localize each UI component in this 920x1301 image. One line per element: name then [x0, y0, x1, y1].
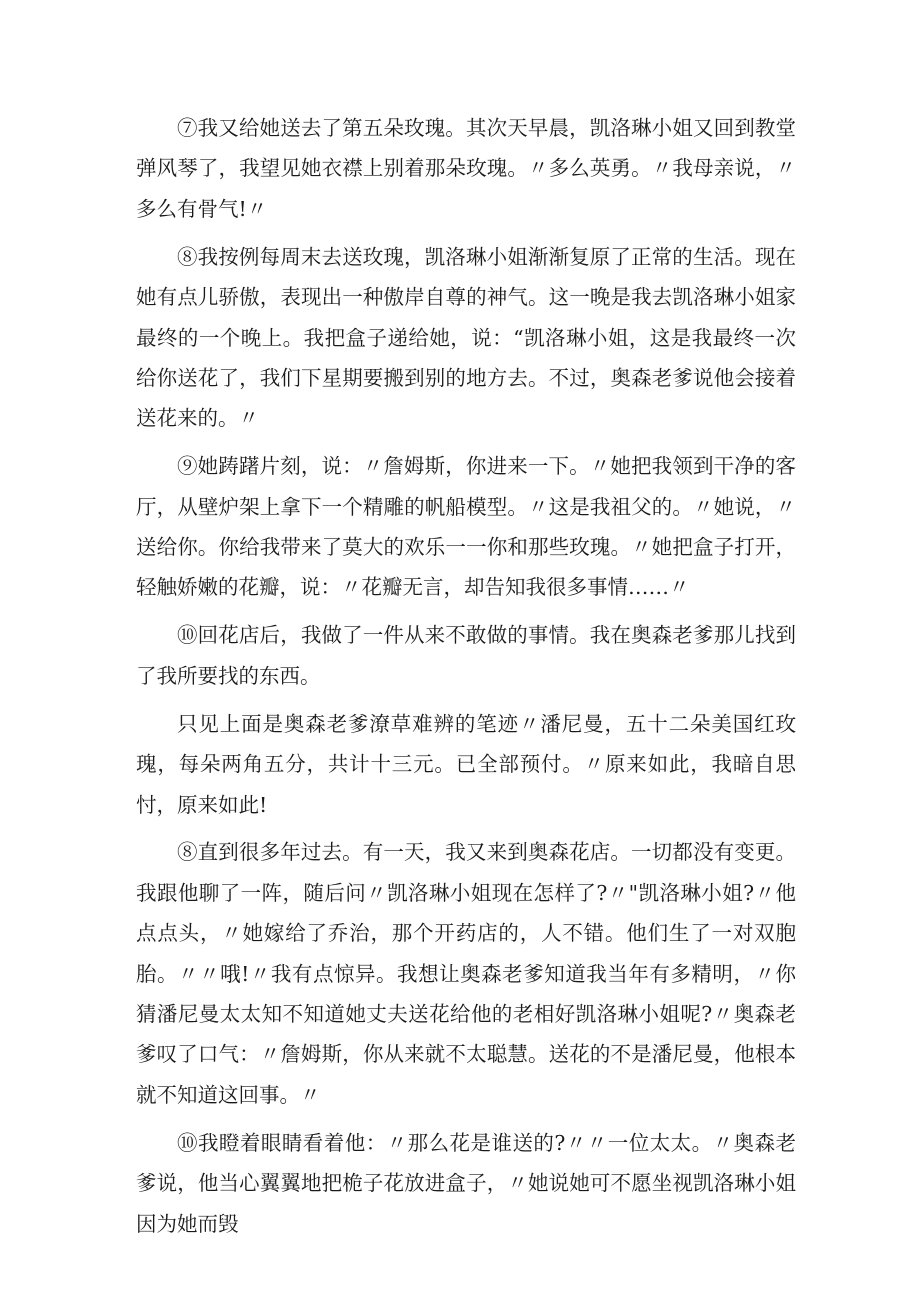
paragraph-years-later: ⑧直到很多年过去。有一天，我又来到奥森花店。一切都没有变更。我跟他聊了一阵，随后问〃凯洛琳小姐现在怎样了?〃"凯洛琳小姐?〃他点点头，〃她嫁给了乔治，那个开药店的，人不错。他们生了一对双胞胎。〃〃哦!〃我有点惊异。我想让奥森老爹知道我当年有多精明，〃你猜潘尼曼太太知不知道她丈夫送花给他的老相好凯洛琳小姐呢?〃奥森老爹叹了口气：〃詹姆斯，你从来就不太聪慧。送花的不是潘尼曼，他根本就不知道这回事。〃	[136, 840, 796, 1107]
paragraph-8: ⑧我按例每周末去送玫瑰，凯洛琳小姐渐渐复原了正常的生活。现在她有点儿骄傲，表现出一种傲岸自尊的神气。这一晚是我去凯洛琳小姐家最终的一个晚上。我把盒子递给她，说：“凯洛琳小姐，这是我最终一次给你送花了，我们下星期要搬到别的地方去。不过，奥森老爹说他会接着送花来的。〃	[136, 244, 796, 431]
paragraph-7: ⑦我又给她送去了第五朵玫瑰。其次天早晨，凯洛琳小姐又回到教堂弹风琴了，我望见她衣襟上别着那朵玫瑰。〃多么英勇。〃我母亲说，〃多么有骨气!〃	[136, 116, 796, 221]
paragraph-9: ⑨她踌躇片刻，说：〃詹姆斯，你进来一下。〃她把我领到干净的客厅，从壁炉架上拿下一个精雕的帆船模型。〃这是我祖父的。〃她说，〃送给你。你给我带来了莫大的欢乐一一你和那些玫瑰。〃她把盒子打开，轻触娇嫩的花瓣，说：〃花瓣无言，却告知我很多事情……〃	[136, 454, 796, 600]
paragraph-10: ⑩回花店后，我做了一件从来不敢做的事情。我在奥森老爹那儿找到了我所要找的东西。	[136, 623, 796, 688]
paragraph-receipt: 只见上面是奥森老爹潦草难辨的笔迹〃潘尼曼，五十二朵美国红玫瑰，每朵两角五分，共计十三元。已全部预付。〃原来如此，我暗自思忖，原来如此!	[136, 711, 796, 817]
paragraph-who-sent: ⑩我瞪着眼睛看着他：〃那么花是谁送的?〃〃一位太太。〃奥森老爹说，他当心翼翼地把桅子花放进盒子，〃她说她可不愿坐视凯洛琳小姐因为她而毁	[136, 1130, 796, 1236]
document-body	[136, 108, 796, 1244]
